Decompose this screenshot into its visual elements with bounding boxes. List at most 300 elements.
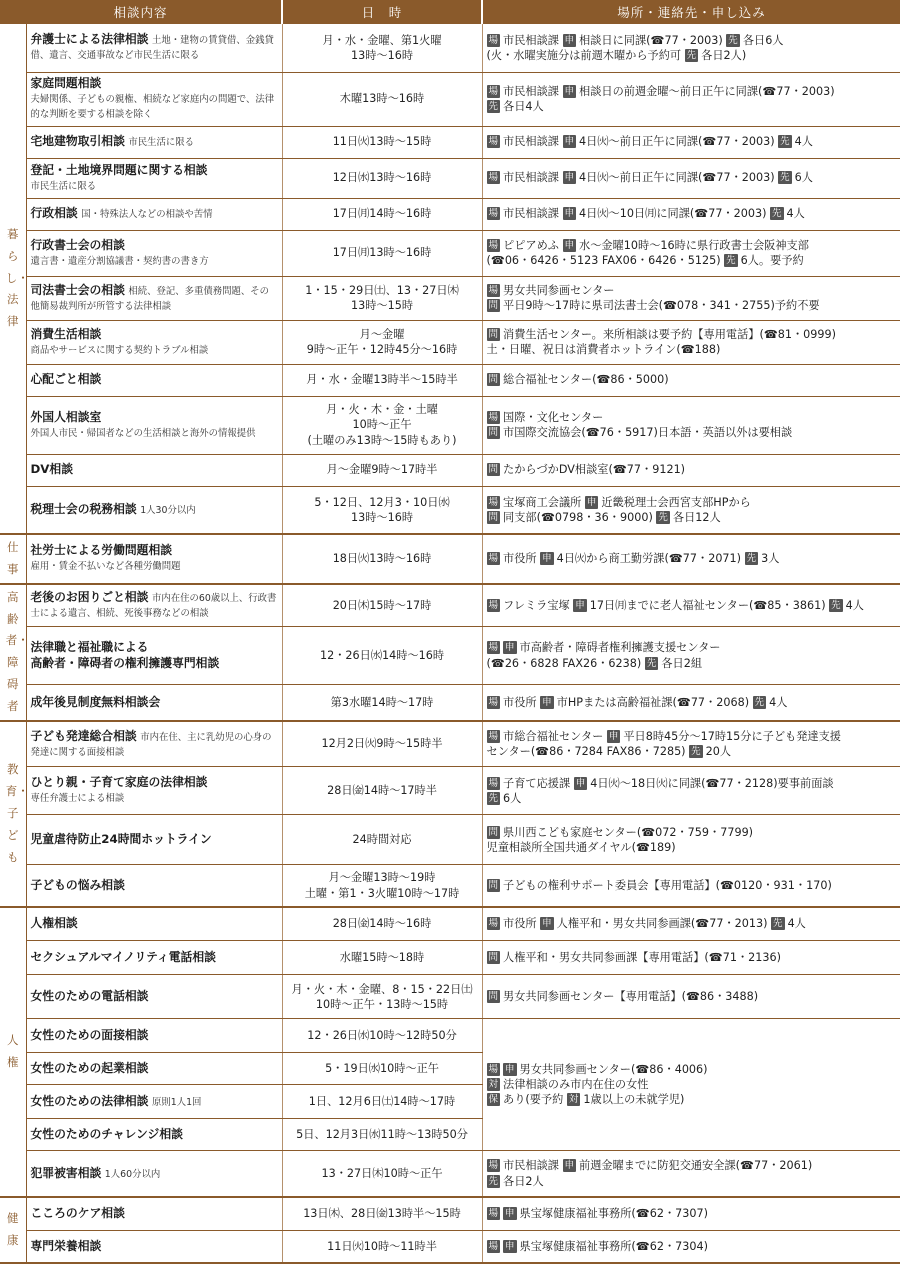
info-tag-badge: 先 (772, 208, 782, 220)
location-text: 各日4人 (503, 100, 544, 113)
datetime-line: 12月2日㈫9時～15時半 (321, 737, 443, 751)
topic-description: 1人30分以内 (140, 504, 196, 516)
location-text: 17日㈪までに老人福祉センター(☎85・3861) (589, 598, 830, 612)
location-text: 市民相談課 (503, 1159, 563, 1173)
consultation-datetime (282, 721, 482, 767)
table-row (0, 1231, 900, 1263)
info-tag-badge: 問 (488, 952, 499, 964)
info-tag-badge: 先 (488, 792, 499, 804)
datetime-line: 11日㈫13時～15時 (332, 135, 432, 149)
consultation-topic (26, 72, 282, 126)
consultation-datetime (282, 1119, 482, 1151)
consultation-location (482, 534, 900, 584)
info-tag-badge: 場 (488, 599, 499, 611)
table-row (0, 815, 900, 865)
location-line (487, 1174, 897, 1189)
location-line (487, 495, 897, 510)
location-text: 相談日に同課(☎77・2003) (579, 33, 727, 47)
info-tag-badge: 先 (780, 172, 790, 184)
category-name: 人権 (7, 1032, 19, 1069)
topic-title: 社労士による労働問題相談 (30, 543, 173, 558)
location-line (487, 410, 897, 425)
consultation-topic (26, 1085, 282, 1119)
info-tag-badge: 申 (564, 172, 575, 184)
category-label (0, 24, 29, 534)
consultation-datetime (282, 815, 482, 865)
location-text: 県川西こども家庭センター(☎072・759・7799) (503, 825, 754, 839)
consultation-location (482, 320, 900, 364)
topic-description: 雇用・賃金不払いなど各種労働問題 (30, 561, 181, 573)
table-row (0, 584, 900, 627)
info-tag-badge: 申 (564, 208, 575, 220)
consultation-location (482, 626, 900, 684)
table-row (0, 685, 900, 721)
consultation-location (482, 1151, 900, 1197)
topic-title: ひとり親・子育て家庭の法律相談 (30, 775, 208, 790)
topic-description: 商品やサービスに関する契約トラブル相談 (30, 344, 209, 356)
table-row (0, 1019, 900, 1053)
datetime-line: 5・19日㈬10時～正午 (325, 1062, 439, 1076)
location-text: 市高齢者・障碍者権利擁護支援センター (519, 641, 721, 655)
info-tag-badge: 対 (488, 1079, 499, 1091)
table-row (0, 534, 900, 584)
consultation-datetime (282, 865, 482, 907)
table-row (0, 396, 900, 454)
location-text: 6人。要予約 (740, 254, 804, 267)
location-text: 4日㈫～前日正午に同課(☎77・2003) (579, 171, 779, 185)
consultation-topic (26, 941, 282, 975)
location-text: 前週金曜までに防犯交通安全課(☎77・2061) (579, 1159, 813, 1173)
consultation-location (482, 584, 900, 627)
consultation-topic (26, 1231, 282, 1263)
consultation-location (482, 230, 900, 276)
topic-title: 消費生活相談 (30, 326, 102, 341)
topic-description: 市内在住、主に乳幼児の心身の発達に関する面接相談 (30, 731, 272, 758)
location-text: 3人 (761, 552, 780, 566)
location-line (487, 1158, 897, 1173)
location-text: 市民相談課 (503, 84, 563, 98)
category-label (0, 534, 26, 584)
location-text: (火・水曜実施分は前週木曜から予約可 (486, 48, 685, 62)
consultation-topic (26, 626, 282, 684)
location-text: 市役所 (503, 695, 541, 709)
topic-title: 女性のためのチャレンジ相談 (30, 1126, 183, 1141)
info-tag-badge: 申 (575, 777, 586, 789)
consultation-topic (26, 975, 282, 1019)
location-line (487, 916, 897, 931)
consultation-datetime (282, 907, 482, 941)
consultation-location (482, 865, 900, 907)
info-tag-badge: 場 (488, 208, 499, 220)
topic-title: 登記・土地境界問題に関する相談 (30, 162, 208, 177)
location-text: 4人 (769, 695, 788, 709)
info-tag-badge: 申 (505, 642, 515, 654)
location-text: ピピアめふ (503, 238, 563, 252)
location-line (487, 840, 897, 855)
info-tag-badge: 先 (746, 553, 757, 565)
consultation-location (482, 941, 900, 975)
consultation-datetime (282, 1151, 482, 1197)
location-text: 消費生活センター。来所相談は要予約【専用電話】(☎81・0999) (503, 327, 837, 341)
info-tag-badge: 場 (488, 730, 499, 742)
location-text: あり(要予約 (503, 1093, 567, 1107)
consultation-location (482, 767, 900, 815)
info-tag-badge: 場 (488, 136, 499, 148)
consultation-location (482, 975, 900, 1019)
table-row (0, 941, 900, 975)
datetime-line: 18日㈫13時～16時 (332, 552, 432, 566)
consultation-datetime (282, 320, 482, 364)
topic-description: 原則1人1回 (151, 1096, 202, 1108)
header-datetime: 日 時 (282, 0, 482, 24)
consultation-datetime (282, 158, 482, 198)
table-row (0, 158, 900, 198)
datetime-line: 28日㈮14時～16時 (332, 917, 432, 931)
consultation-location (482, 907, 900, 941)
info-tag-badge: 場 (488, 172, 499, 184)
topic-description: 夫婦関係、子どもの親権、相続など家庭内の問題で、法律的な判断を要する相談を除く (30, 94, 275, 120)
category-label (0, 1197, 26, 1263)
topic-description: 遺言書・遺産分割協議書・契約書の書き方 (30, 255, 209, 267)
datetime-line: 20日㈭15時～17時 (332, 598, 432, 612)
topic-title: 司法書士会の相談 (30, 282, 125, 297)
topic-description: 市民生活に限る (30, 180, 97, 192)
location-text: 市役所 (503, 552, 541, 566)
location-line (487, 791, 897, 806)
header-location: 場所・連絡先・申し込み (482, 0, 900, 24)
consultation-topic (26, 486, 282, 534)
consultation-datetime (282, 72, 482, 126)
consultation-topic (26, 721, 282, 767)
info-tag-badge: 申 (505, 1208, 515, 1220)
topic-description: 1人60分以内 (104, 1168, 161, 1180)
consultation-topic (26, 1053, 282, 1085)
datetime-line: 13日㈭、28日㈮13時半～15時 (303, 1207, 461, 1221)
info-tag-badge: 問 (488, 328, 499, 340)
category-name: 仕事 (7, 540, 19, 576)
consultation-topic (26, 815, 282, 865)
location-text: 各日2人 (503, 1174, 544, 1188)
location-text: 子育て応援課 (503, 776, 574, 790)
consultation-topic (26, 534, 282, 584)
info-tag-badge: 先 (754, 696, 765, 708)
consultation-location (482, 24, 900, 72)
table-row (0, 198, 900, 230)
topic-title: 税理士会の税務相談 (30, 501, 137, 516)
consultation-datetime (282, 126, 482, 158)
topic-title: 行政相談 (30, 206, 78, 221)
topic-description: 土地・建物の賃貸借、金銭貸借、遺言、交通事故など市民生活に限る (30, 35, 274, 62)
topic-description: 外国人市民・帰国者などの生活相談と海外の情報提供 (30, 427, 256, 439)
info-tag-badge: 場 (488, 918, 499, 930)
consultation-location (482, 198, 900, 230)
consultation-topic (26, 1119, 282, 1151)
location-text: 人権平和・男女共同参画課(☎77・2013) (556, 917, 772, 931)
consultation-topic (26, 126, 282, 158)
datetime-line: 土曜・第1・3火曜10時～17時 (304, 886, 460, 900)
table-row (0, 721, 900, 767)
info-tag-badge: 先 (691, 746, 701, 757)
topic-description: 市内在住の60歳以上、行政書士による遺言、相続、死後事務などの相談 (30, 592, 277, 619)
datetime-line: 13・27日㈭10時～正午 (321, 1166, 443, 1180)
info-tag-badge: 問 (488, 374, 499, 386)
location-text: 平日8時45分～17時15分に子ども発達支援 (623, 729, 841, 743)
topic-title: DV相談 (30, 462, 74, 477)
info-tag-badge: 先 (686, 49, 697, 61)
table-row (0, 72, 900, 126)
location-text: 市民相談課 (503, 33, 563, 47)
location-line (487, 84, 897, 99)
location-text: フレミラ宝塚 (503, 598, 574, 612)
info-tag-badge: 先 (773, 918, 783, 930)
datetime-line: 28日㈮14時～17時半 (327, 784, 437, 798)
table-body (0, 24, 900, 1263)
category-name: 健康 (7, 1210, 19, 1247)
topic-title: 専門栄養相談 (30, 1238, 102, 1253)
topic-title: 女性のための起業相談 (30, 1060, 149, 1075)
topic-title: こころのケア相談 (30, 1206, 125, 1221)
location-text: 4日㈫～10日㈪に同課(☎77・2003) (579, 207, 771, 221)
table-row (0, 626, 900, 684)
location-text: 市HPまたは高齢福祉課(☎77・2068) (556, 695, 753, 709)
location-text: 各日12人 (672, 510, 721, 524)
location-text: 平日9時～17時に県司法書士会(☎078・341・2755)予約不要 (503, 299, 820, 312)
topic-title: 外国人相談室 (30, 409, 102, 424)
consultation-topic (26, 584, 282, 627)
info-tag-badge: 問 (488, 427, 499, 438)
datetime-line: 17日㈪14時～16時 (332, 207, 432, 221)
table-header (0, 0, 900, 24)
location-line (487, 372, 897, 387)
consultation-datetime (282, 396, 482, 454)
consultation-datetime (282, 975, 482, 1019)
table-row (0, 24, 900, 72)
info-tag-badge: 申 (542, 696, 552, 708)
datetime-line: 11日㈫10時～11時半 (327, 1239, 437, 1253)
consultation-topic (26, 396, 282, 454)
table-row (0, 907, 900, 941)
consultation-topic (26, 865, 282, 907)
table-row (0, 865, 900, 907)
consultation-topic (26, 454, 282, 486)
consultation-topic (26, 24, 282, 72)
info-tag-badge: 場 (488, 496, 499, 508)
location-text: 4日㈫から商工勤労課(☎77・2071) (556, 552, 745, 566)
datetime-line: 月・水・金曜、第1火曜 (322, 33, 442, 47)
datetime-line: 17日㈪13時～16時 (332, 246, 432, 260)
location-text: (☎26・6828 FAX26・6238) (486, 656, 645, 670)
location-text: 6人 (794, 171, 813, 185)
location-line (487, 425, 897, 440)
info-tag-badge: 場 (488, 642, 499, 654)
consultation-datetime (282, 1019, 482, 1053)
location-line (487, 744, 897, 759)
datetime-line: 13時～16時 (350, 48, 414, 62)
location-text: 市国際交流協会(☎76・5917)日本語・英語以外は要相談 (503, 426, 793, 439)
info-tag-badge: 先 (488, 101, 499, 112)
datetime-line: 1・15・29日㈯、13・27日㈭ (305, 283, 459, 297)
datetime-line: 月・水・金曜13時半～15時半 (306, 373, 458, 387)
consultation-topic (26, 907, 282, 941)
datetime-line: 月～金曜 (359, 327, 405, 341)
info-tag-badge: 先 (831, 599, 841, 611)
location-text: 各日2人) (701, 48, 747, 62)
location-text: 同支部(☎0798・36・9000) (503, 510, 657, 524)
info-tag-badge: 申 (542, 553, 552, 565)
consultation-datetime (282, 941, 482, 975)
table-row (0, 1197, 900, 1231)
location-line (487, 462, 897, 477)
table-row (0, 1151, 900, 1197)
location-line (487, 1077, 897, 1092)
info-tag-badge: 申 (575, 599, 585, 611)
topic-description: 専任弁護士による相談 (30, 793, 125, 805)
info-tag-badge: 申 (608, 730, 619, 742)
consultation-location (482, 158, 900, 198)
datetime-line: 10時～正午 (352, 418, 412, 432)
location-line (487, 656, 897, 671)
consultation-location (482, 126, 900, 158)
consultation-location (482, 72, 900, 126)
location-text: 近畿税理士会西宮支部HPから (601, 495, 751, 509)
info-tag-badge: 場 (488, 284, 499, 296)
topic-title: 犯罪被害相談 (30, 1165, 102, 1180)
location-line (487, 238, 897, 253)
datetime-line: 24時間対応 (352, 833, 412, 847)
location-line (487, 134, 897, 149)
shared-location-women (482, 1019, 900, 1151)
location-text: 6人 (503, 791, 522, 805)
consultation-topic (26, 1197, 282, 1231)
info-tag-badge: 先 (780, 136, 790, 148)
consultation-location (482, 1231, 900, 1263)
consultation-location (482, 815, 900, 865)
topic-title: 女性のための法律相談 (30, 1093, 149, 1108)
datetime-line: (土曜のみ13時～15時もあり) (307, 433, 457, 447)
location-text: 市役所 (503, 917, 541, 931)
location-text: 4人 (794, 135, 813, 149)
topic-title: 弁護士による法律相談 (30, 32, 149, 47)
consultation-topic (26, 767, 282, 815)
location-line (487, 170, 897, 185)
info-tag-badge: 先 (726, 255, 736, 266)
datetime-line: 9時～正午・12時45分～16時 (306, 343, 458, 356)
location-text: 総合福祉センター(☎86・5000) (503, 373, 669, 387)
consultation-location (482, 364, 900, 396)
table-row (0, 454, 900, 486)
consultation-datetime (282, 454, 482, 486)
location-text: 市民相談課 (503, 135, 563, 149)
location-line (487, 99, 897, 114)
consultation-topic (26, 1019, 282, 1053)
location-text: 土・日曜、祝日は消費者ホットライン(☎188) (486, 343, 721, 356)
location-text: 法律相談のみ市内在住の女性 (503, 1078, 649, 1092)
location-line (487, 551, 897, 566)
datetime-line: 10時～正午・13時～15時 (315, 997, 449, 1011)
topic-title: 女性のための電話相談 (30, 988, 149, 1003)
table-row (0, 975, 900, 1019)
topic-title: 法律職と福祉職による 高齢者・障碍者の権利擁護専門相談 (30, 639, 220, 670)
location-line (487, 327, 897, 342)
consultation-datetime (282, 584, 482, 627)
location-text: 男女共同参画センター(☎86・4006) (519, 1063, 708, 1077)
location-text: 1歳以上の未就学児) (583, 1093, 685, 1107)
consultation-datetime (282, 534, 482, 584)
topic-title: セクシュアルマイノリティ電話相談 (30, 949, 216, 964)
location-text: 子どもの権利サポート委員会【専用電話】(☎0120・931・170) (503, 878, 832, 892)
consultation-topic (26, 158, 282, 198)
consultation-datetime (282, 276, 482, 320)
datetime-line: 5・12日、12月3・10日㈬ (314, 495, 450, 509)
consultation-datetime (282, 486, 482, 534)
datetime-line: 13時～15時 (350, 299, 414, 312)
topic-description: 相続、登記、多重債務問題、その他簡易裁判所が所管する法律相談 (30, 285, 270, 312)
info-tag-badge: 申 (586, 496, 597, 508)
location-line (487, 1092, 897, 1107)
location-text: 宝塚商工会議所 (503, 495, 585, 509)
consultation-location (482, 486, 900, 534)
consultation-location (482, 721, 900, 767)
table-row (0, 126, 900, 158)
datetime-line: 月・火・木・金・土曜 (326, 403, 438, 417)
topic-title: 心配ごと相談 (30, 372, 102, 387)
info-tag-badge: 場 (488, 553, 499, 565)
info-tag-badge: 場 (488, 85, 499, 97)
info-tag-badge: 場 (488, 696, 499, 708)
datetime-line: 12日㈬13時～16時 (332, 171, 432, 185)
location-line (487, 33, 897, 48)
info-tag-badge: 申 (564, 239, 575, 251)
location-text: 男女共同参画センター【専用電話】(☎86・3488) (503, 990, 759, 1004)
info-tag-badge: 問 (488, 300, 499, 311)
info-tag-badge: 場 (488, 1240, 499, 1252)
info-tag-badge: 先 (658, 511, 668, 523)
category-name: 高齢者・障碍者 (5, 589, 29, 713)
consultation-datetime (282, 24, 482, 72)
location-text: 4日㈫～前日正午に同課(☎77・2003) (579, 135, 779, 149)
datetime-line: 12・26日㈬14時～16時 (319, 649, 445, 663)
consultation-location (482, 1197, 900, 1231)
info-tag-badge: 問 (488, 511, 499, 523)
topic-description: 市民生活に限る (128, 137, 195, 149)
location-text: 水～金曜10時～16時に県行政書士会阪神支部 (579, 238, 809, 252)
table-row (0, 486, 900, 534)
topic-title: 人権相談 (30, 916, 78, 931)
consultation-topic (26, 364, 282, 396)
topic-title: 女性のための面接相談 (30, 1027, 149, 1042)
consultation-datetime (282, 1085, 482, 1119)
table-row (0, 230, 900, 276)
datetime-line: 第3水曜14時～17時 (330, 695, 434, 709)
location-line (487, 1206, 897, 1221)
consultation-location (482, 396, 900, 454)
consultation-datetime (282, 685, 482, 721)
location-text: 相談日の前週金曜～前日正午に同課(☎77・2003) (579, 84, 835, 98)
location-line (487, 283, 897, 298)
category-label (0, 584, 29, 721)
info-tag-badge: 先 (646, 657, 657, 669)
info-tag-badge: 問 (488, 879, 499, 891)
consultation-topic (26, 230, 282, 276)
location-line (487, 1062, 897, 1077)
category-name: 教育・子ども (5, 762, 29, 864)
table-row (0, 320, 900, 364)
location-line (487, 342, 897, 357)
datetime-line: 月～金曜9時～17時半 (326, 463, 438, 477)
topic-title: 児童虐待防止24時間ホットライン (30, 831, 212, 846)
location-line (487, 776, 897, 791)
location-text: 市民相談課 (503, 207, 563, 221)
